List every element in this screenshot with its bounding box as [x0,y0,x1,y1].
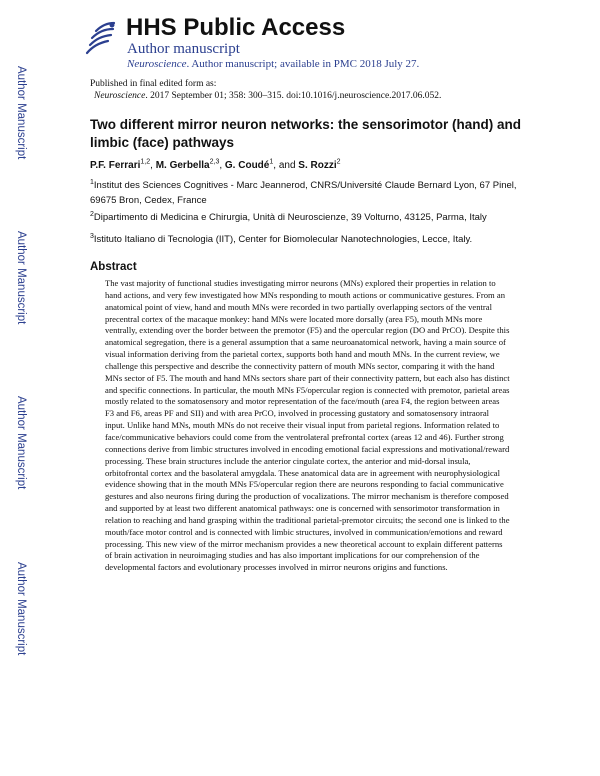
affiliation-number: 3 [90,232,94,240]
header-citation-rest: . Author manuscript; available in PMC 2018 July 27. [186,58,420,70]
publication-journal: Neuroscience [94,91,146,101]
header-citation-journal: Neuroscience [127,58,187,70]
author-separator: , [150,160,156,171]
author-affiliation-marker: 2,3 [209,158,220,166]
author-name: P.F. Ferrari [90,160,141,171]
abstract-heading: Abstract [90,261,137,273]
side-label-author-manuscript: Author Manuscript [15,66,27,160]
side-label-author-manuscript: Author Manuscript [15,396,27,490]
affiliation-number: 1 [90,178,94,186]
affiliation-text: Istituto Italiano di Tecnologia (IIT), Center for Biomolecular Nanotechnologies, Lecce, Italy. [93,234,473,245]
author-name: G. Coudé [224,160,270,171]
affiliation-text: Institut des Sciences Cognitives - Marc Jeannerod, CNRS/Université Claude Bernard Lyon, 67 Pinel, 69675 Bron, Cedex, France [90,180,517,206]
side-label-author-manuscript: Author Manuscript [15,231,27,325]
author-separator: , and [273,160,299,171]
affiliation-number: 2 [90,210,94,218]
author-name: S. Rozzi [298,160,337,171]
author-affiliation-marker: 1,2 [140,158,151,166]
affiliation [90,178,520,208]
affiliation-text: Dipartimento di Medicina e Chirurgia, Unità di Neuroscienze, 39 Volturno, 43125, Parma, Italy [93,212,487,223]
side-label-author-manuscript: Author Manuscript [15,562,27,656]
publication-details: . 2017 September 01; 358: 300–315. doi:10.1016/j.neuroscience.2017.06.052. [145,91,442,101]
published-label: Published in final edited form as: [90,79,217,89]
article-title: Two different mirror neuron networks: the sensorimotor (hand) and limbic (face) pathways [90,117,522,150]
header-citation [127,58,419,71]
affiliation [90,232,520,247]
hhs-eagle-logo-icon [78,17,120,59]
author-affiliation-marker: 1 [269,158,274,166]
author-affiliation-marker: 2 [336,158,341,166]
affiliation [90,210,520,225]
header-subtitle: Author manuscript [127,41,240,57]
author-name: M. Gerbella [155,160,210,171]
header-title: HHS Public Access [126,14,346,41]
author-separator: , [219,160,225,171]
abstract-text: The vast majority of functional studies investigating mirror neurons (MNs) explored their properties in relation to hand actions, and very few investigated how MNs responding to mouth actions or communicative gestures. From an anatomical point of view, hand and mouth MNs were recorded in two partially overlapping sectors of the ventral precentral cortex of the macaque monkey: hand MNs were located more dorsally (area F5), mouth MNs more ventrally, extending over the border between the premotor (F5) and the opercular region (DO and PrCO). Despite this anatomical segregation, there is a general assumption that a same neuroanatomical network, having a main source of visual information deriving from the parietal cortex, supports both hand and mouth MNs. In the current review, we challenge this perspective and describe the connectivity pattern of mouth MNs sector, comparing it with the hand MNs sector of F5. The mouth and hand MNs sectors share part of their connectivity pattern, but each also has distinct and specific connections. In particular, the mouth MNs F5/opercular region is connected with premotor, parietal areas mostly related to the somatosensory and motor representation of the face/mouth (area F4, the region between areas F3 and F6, areas PF and SII) and with area PrCO, involved in processing gustatory and somatosensory intraoral input. Unlike hand MNs, mouth MNs do not receive their visual input from parietal regions. Information related to face/communicative behaviors could come from the ventrolateral prefrontal cortex (areas 12 and 46). Further strong connections derive from limbic structures involved in encoding emotional facial expressions and motivational/reward processing. These brain structures include the anterior cingulate cortex, the anterior and mid-dorsal insula, orbitofrontal cortex and the basolateral amygdala. These anatomical data are in agreement with neurophysiological evidence showing that in the mouth MNs F5/opercular region there are neurons responding to facial communicative gestures and also neurons firing during the production of vocalizations. The mirror mechanism is therefore composed and supported by at least two different anatomical pathways: one is concerned with sensorimotor transformation in relation to reaching and hand grasping within the traditional parietal-premotor circuits; the second one is linked to the mouth/face motor control and is connected with limbic structures, involved in communication/emotions and reward processing. This new view of the mirror mechanism provides a new theoretical account to explain different patterns of brain activation in neuroimaging studies and has also important implications for our comprehension of the developmental factors and evolutionary processes involved in mirror neurons origins and functions. [105,278,510,573]
publication-citation [94,91,441,102]
author-list [90,160,530,172]
